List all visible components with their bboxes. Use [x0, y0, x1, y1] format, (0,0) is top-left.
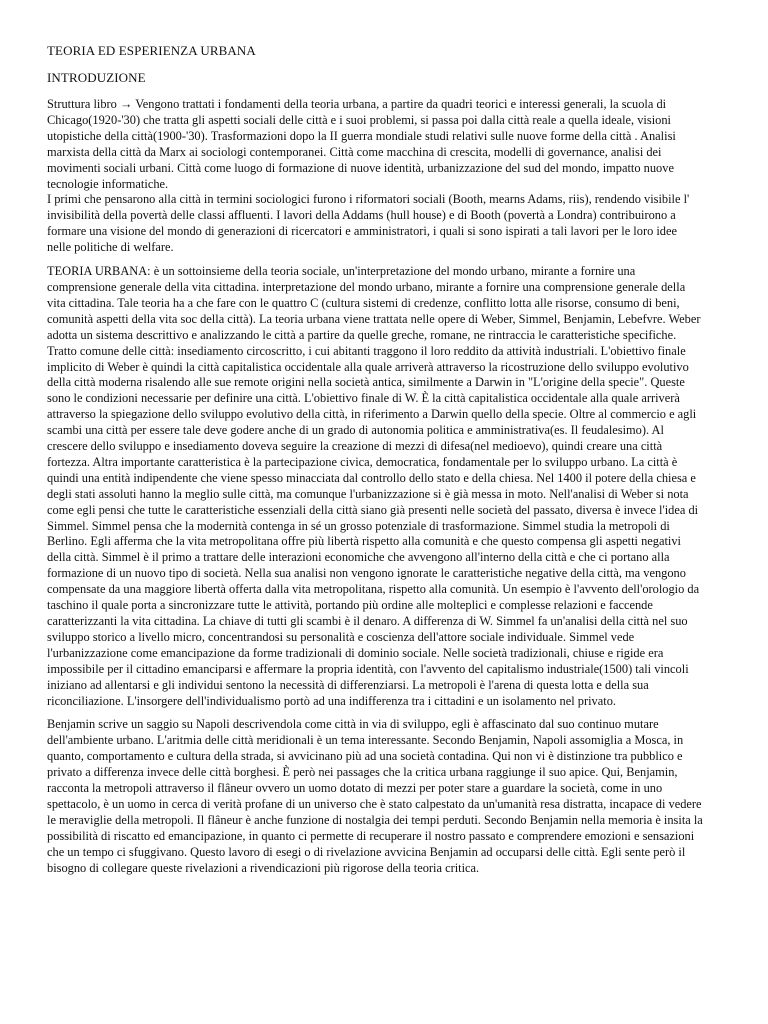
- paragraph-reformers: I primi che pensarono alla città in termini sociologici furono i riformatori sociali (Booth, mearns Adams, riis), rendendo visibile l' invisibilità della povertà delle classi affluenti. I lavori della Addams (hull house) e di Booth (povertà a Londra) contribuirono a formare una visione del mondo di generazioni di ricercatori e amministratori, i quali si sono ispirati a tali lavori per le loro idee nelle politiche di welfare.: [47, 192, 690, 255]
- paragraph-urban-theory: TEORIA URBANA: è un sottoinsieme della teoria sociale, un'interpretazione del mondo urbano, mirante a fornire una comprensione generale della vita cittadina. interpretazione del mondo urbano, mirante a fornire una comprensione generale della vita cittadina. Tale teoria ha a che fare con le quattro C (cultura sistemi di credenze, conflitto lotta alle risorse, consumo di beni, comunità aspetti della vita soc della città). La teoria urbana viene trattata nelle opere di Weber, Simmel, Benjamin, Lebefvre. Weber adotta un sistema descrittivo e analizzando le città a partire da quelle greche, romane, ne rintraccia le caratteristiche specifiche. Tratto comune delle città: insediamento circoscritto, i cui abitanti traggono il loro reddito da attività industriali. L'obiettivo finale implicito di Weber è quindi la città capitalistica occidentale alla quale arriverà attraverso la ricostruzione dello sviluppo evolutivo della città moderna risalendo alle sue remote origini nella società antica, similmente a Darwin in "L'origine della specie". Queste sono le condizioni necessarie per definire una città. L'obiettivo finale di W. È la città capitalistica occidentale alla quale arriverà attraverso la spiegazione dello sviluppo evolutivo della città, in riferimento a Darwin quello della specie. Oltre al commercio e agli scambi una città per essere tale deve godere anche di un grado di autonomia politica e amministrativa(es. Il feudalesimo). Al crescere dello sviluppo e insediamento doveva seguire la creazione di mezzi di difesa(nel medioevo), quindi creare una città fortezza. Altra importante caratteristica è la partecipazione civica, democratica, fondamentale per lo sviluppo urbano. La città è quindi una entità indipendente che viene spesso minacciata dal controllo dello stato e della chiesa. Nel 1400 il potere della chiesa e degli stati assoluti hanno la meglio sulle città, ma comunque l'urbanizzazione si è già messa in moto. Nell'analisi di Weber si nota come egli pensi che tutte le caratteristiche essenziali della città siano già presenti nelle società del passato, diversa è invece l'idea di Simmel. Simmel pensa che la modernità contenga in sé un grosso potenziale di trasformazione. Simmel studia la metropoli di Berlino. Egli afferma che la vita metropolitana offre più libertà rispetto alla comunità e che questo compensa gli aspetti negativi della città. Simmel è il primo a trattare delle interazioni economiche che avvengono all'interno della città e che ci portano alla formazione di un nuovo tipo di società. Nella sua analisi non vengono ignorate le caratteristiche negative della città, ma vengono compensate da una maggiore libertà offerta dalla vita metropolitana, rispetto alla comunità. Un esempio è l'avvento dell'orologio da taschino il quale porta a sincronizzare tutte le attività, portando più ordine alle molteplici e complesse relazioni e faccende caratterizzanti la vita cittadina. La chiave di tutti gli scambi è il denaro. A differenza di W. Simmel fa un'analisi della città nel suo sviluppo storico a livello micro, concentrandosi su personalità e coscienza dell'attore sociale individuale. Simmel vede l'urbanizzazione come emancipazione da forme tradizionali di dominio sociale. Nelle società tradizionali, chiuse e rigide era impossibile per il cittadino emanciparsi e affermare la propria identità, con l'avvento del capitalismo industriale(1500) tali vincoli iniziano ad allentarsi e gli individui sentono la necessità di differenziarsi. La metropoli è l'arena di questa lotta e della sua riconciliazione. L'insorgere dell'individualismo portò ad una indifferenza tra i cittadini e un isolamento nel privato.: [47, 264, 701, 708]
- intro-heading: INTRODUZIONE: [47, 70, 146, 85]
- document-title: TEORIA ED ESPERIENZA URBANA: [47, 43, 256, 58]
- paragraph-benjamin: Benjamin scrive un saggio su Napoli descrivendola come città in via di sviluppo, egli è affascinato dal suo continuo mutare dell'ambiente urbano. L'aritmia delle città meridionali è un tema interessante. Secondo Benjamin, Napoli assomiglia a Mosca, in quanto, comportamento e cultura della strada, si avvicinano più ad una società contadina. Qui non vi è distinzione tra pubblico e privato a differenza invece delle città borghesi. È però nei passages che la critica urbana raggiunge il suo apice. Qui, Benjamin, racconta la metropoli attraverso il flâneur ovvero un uomo dotato di mezzi per poter stare a guardare la società, come in uno spettacolo, è un uomo in cerca di verità profane di un universo che è stato calpestato da un'umanità resa distratta, incapace di vedere le meraviglie della metropoli. Il flâneur è anche funzione di nostalgia dei tempi perduti. Secondo Benjamin nella memoria è insita la possibilità di riscatto ed emancipazione, in quanto ci permette di recuperare il nostro passato e comprendere emozioni e sensazioni che un tempo ci sfuggivano. Questo lavoro di esegi o di rivelazione avvicina Benjamin ad occuparsi delle città. Egli sente però il bisogno di collegare queste rivelazioni a rivendicazioni più rigorose della teoria critica.: [47, 717, 703, 875]
- paragraph-structure: Struttura libro → Vengono trattati i fondamenti della teoria urbana, a partire da quadri teorici e interessi generali, la scuola di Chicago(1920-'30) che tratta gli aspetti sociali delle città e i suoi problemi, si passa poi dalla città reale a quella ideale, visioni utopistiche della città(1900-'30). Trasformazioni dopo la II guerra mondiale studi relativi sulle nuove forme della città . Analisi marxista della città da Marx ai sociologi contemporanei. Città come macchina di crescita, modelli di governance, analisi dei movimenti sociali urbani. Città come luogo di formazione di nuove identità, urbanizzazione del sud del mondo, impatto nuove tecnologie informatiche.: [47, 97, 676, 191]
